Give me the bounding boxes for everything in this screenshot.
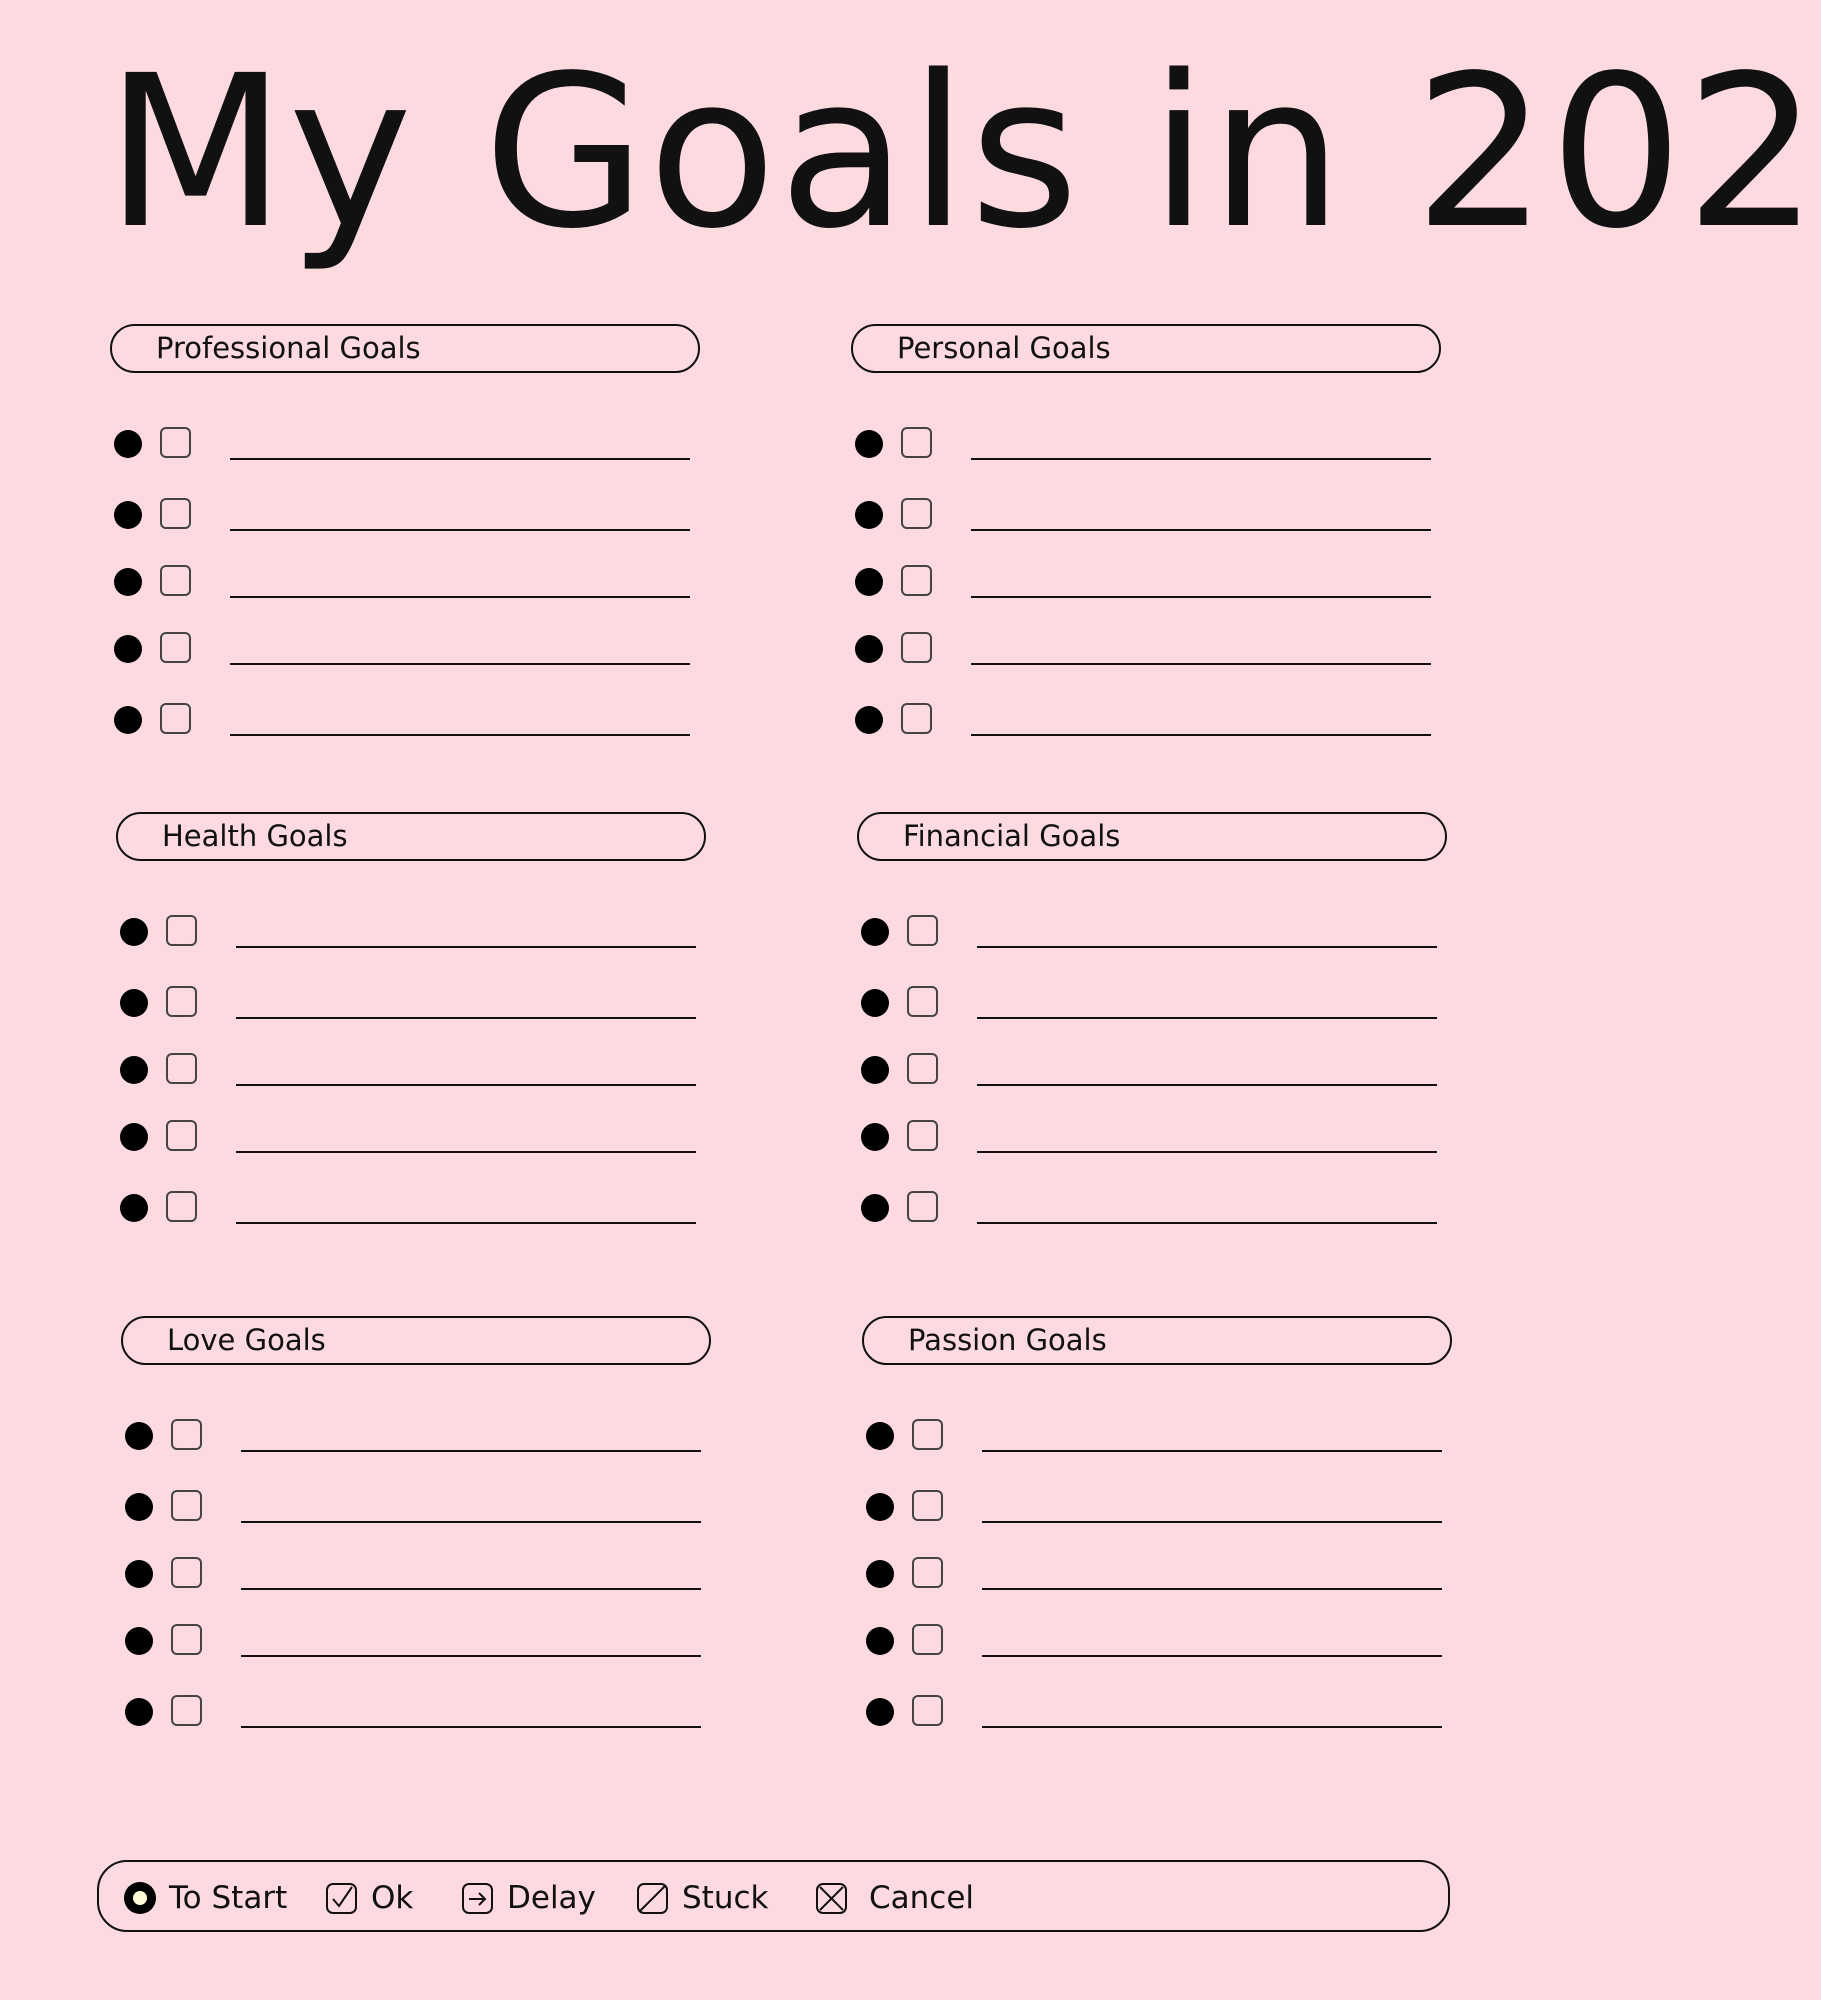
goal-row	[862, 1490, 1452, 1526]
goal-input-line[interactable]	[982, 1726, 1442, 1728]
financial-goals-section	[857, 812, 1447, 861]
goal-row	[121, 1490, 711, 1526]
bullet-icon	[866, 1698, 894, 1726]
goal-input-line[interactable]	[236, 1151, 696, 1153]
goal-input-line[interactable]	[977, 1222, 1437, 1224]
bullet-icon	[125, 1560, 153, 1588]
legend-stuck	[636, 1862, 768, 1934]
passion-goals-section	[862, 1316, 1452, 1365]
bullet-icon	[114, 635, 142, 663]
goal-input-line[interactable]	[977, 1084, 1437, 1086]
goal-input-line[interactable]	[236, 1222, 696, 1224]
love-goals-section	[121, 1316, 711, 1365]
legend-to-start-label: To Start	[169, 1880, 288, 1916]
goal-row	[851, 498, 1441, 534]
bullet-icon	[855, 430, 883, 458]
goal-input-line[interactable]	[982, 1588, 1442, 1590]
legend-to-start	[123, 1862, 287, 1934]
goal-input-line[interactable]	[971, 596, 1431, 598]
goal-checkbox[interactable]	[166, 1191, 197, 1222]
goal-checkbox[interactable]	[160, 498, 191, 529]
goal-checkbox[interactable]	[907, 986, 938, 1017]
bullet-icon	[866, 1627, 894, 1655]
goal-checkbox[interactable]	[901, 565, 932, 596]
goal-input-line[interactable]	[982, 1655, 1442, 1657]
bullet-icon	[125, 1627, 153, 1655]
bullet-icon	[120, 1056, 148, 1084]
goal-checkbox[interactable]	[171, 1557, 202, 1588]
status-legend	[97, 1860, 1450, 1932]
section-header-health: Health Goals	[116, 812, 706, 861]
bullet-icon	[120, 989, 148, 1017]
goal-input-line[interactable]	[236, 946, 696, 948]
goal-checkbox[interactable]	[166, 986, 197, 1017]
section-header-professional: Professional Goals	[110, 324, 700, 373]
bullet-icon	[866, 1560, 894, 1588]
section-header-love: Love Goals	[121, 1316, 711, 1365]
goal-input-line[interactable]	[230, 458, 690, 460]
goal-input-line[interactable]	[236, 1084, 696, 1086]
goal-input-line[interactable]	[971, 529, 1431, 531]
goal-input-line[interactable]	[977, 1017, 1437, 1019]
goal-input-line[interactable]	[241, 1655, 701, 1657]
goal-input-line[interactable]	[971, 458, 1431, 460]
legend-cancel-label: Cancel	[869, 1880, 975, 1916]
goal-checkbox[interactable]	[160, 427, 191, 458]
bullet-icon	[125, 1698, 153, 1726]
goal-row	[857, 1053, 1447, 1089]
goal-checkbox[interactable]	[901, 632, 932, 663]
goal-checkbox[interactable]	[166, 915, 197, 946]
goal-checkbox[interactable]	[171, 1419, 202, 1450]
goal-row	[110, 498, 700, 534]
bullet-icon	[114, 501, 142, 529]
goal-input-line[interactable]	[977, 946, 1437, 948]
goal-checkbox[interactable]	[912, 1624, 943, 1655]
goal-input-line[interactable]	[241, 1450, 701, 1452]
goal-row	[116, 1191, 706, 1227]
bullet-icon	[120, 1194, 148, 1222]
bullet-icon	[866, 1493, 894, 1521]
health-goals-section	[116, 812, 706, 861]
section-header-passion: Passion Goals	[862, 1316, 1452, 1365]
goal-row	[851, 427, 1441, 463]
goal-row	[110, 703, 700, 739]
goal-row	[851, 565, 1441, 601]
bullet-icon	[125, 1493, 153, 1521]
legend-stuck-label: Stuck	[682, 1880, 769, 1916]
goal-row	[862, 1557, 1452, 1593]
goal-row	[862, 1624, 1452, 1660]
goal-checkbox[interactable]	[160, 565, 191, 596]
goal-input-line[interactable]	[241, 1521, 701, 1523]
goal-checkbox[interactable]	[901, 427, 932, 458]
section-header-financial: Financial Goals	[857, 812, 1447, 861]
goal-input-line[interactable]	[982, 1521, 1442, 1523]
goal-checkbox[interactable]	[912, 1695, 943, 1726]
goal-checkbox[interactable]	[907, 915, 938, 946]
goal-input-line[interactable]	[241, 1726, 701, 1728]
bullet-icon	[861, 989, 889, 1017]
legend-delay-label: Delay	[507, 1880, 596, 1916]
bullet-icon	[855, 568, 883, 596]
goal-input-line[interactable]	[971, 663, 1431, 665]
bullet-icon	[861, 918, 889, 946]
goal-row	[857, 1120, 1447, 1156]
goal-checkbox[interactable]	[160, 703, 191, 734]
goal-row	[851, 632, 1441, 668]
goal-input-line[interactable]	[230, 734, 690, 736]
goal-checkbox[interactable]	[166, 1053, 197, 1084]
legend-delay	[461, 1862, 596, 1934]
goal-checkbox[interactable]	[166, 1120, 197, 1151]
page-title: My Goals in 202	[105, 30, 1821, 275]
goal-checkbox[interactable]	[907, 1191, 938, 1222]
bullet-icon	[861, 1123, 889, 1151]
goal-input-line[interactable]	[971, 734, 1431, 736]
goal-input-line[interactable]	[230, 529, 690, 531]
bullet-icon	[114, 430, 142, 458]
goal-checkbox[interactable]	[901, 703, 932, 734]
goal-row	[121, 1624, 711, 1660]
goal-input-line[interactable]	[241, 1588, 701, 1590]
goal-checkbox[interactable]	[912, 1490, 943, 1521]
goal-row	[110, 632, 700, 668]
goal-row	[116, 986, 706, 1022]
goal-checkbox[interactable]	[901, 498, 932, 529]
checkmark-box-icon	[325, 1881, 359, 1915]
goal-row	[121, 1695, 711, 1731]
goal-row	[116, 1120, 706, 1156]
bullet-icon	[114, 568, 142, 596]
goal-checkbox[interactable]	[912, 1419, 943, 1450]
legend-ok-label: Ok	[371, 1880, 414, 1916]
goal-row	[857, 915, 1447, 951]
to-start-icon	[123, 1881, 157, 1915]
bullet-icon	[855, 501, 883, 529]
arrow-box-icon	[461, 1881, 495, 1915]
bullet-icon	[114, 706, 142, 734]
goal-row	[857, 986, 1447, 1022]
bullet-icon	[861, 1194, 889, 1222]
goal-checkbox[interactable]	[171, 1490, 202, 1521]
bullet-icon	[855, 635, 883, 663]
goal-row	[110, 427, 700, 463]
goal-input-line[interactable]	[230, 663, 690, 665]
bullet-icon	[866, 1422, 894, 1450]
goal-row	[121, 1419, 711, 1455]
goal-row	[116, 1053, 706, 1089]
bullet-icon	[861, 1056, 889, 1084]
goal-checkbox[interactable]	[907, 1053, 938, 1084]
goal-row	[110, 565, 700, 601]
goal-checkbox[interactable]	[171, 1695, 202, 1726]
goal-checkbox[interactable]	[912, 1557, 943, 1588]
x-box-icon	[815, 1881, 849, 1915]
goal-row	[121, 1557, 711, 1593]
goal-row	[862, 1695, 1452, 1731]
bullet-icon	[120, 918, 148, 946]
section-header-personal: Personal Goals	[851, 324, 1441, 373]
legend-cancel	[815, 1862, 974, 1934]
goal-row	[851, 703, 1441, 739]
goal-checkbox[interactable]	[907, 1120, 938, 1151]
personal-goals-section	[851, 324, 1441, 373]
bullet-icon	[120, 1123, 148, 1151]
goal-checkbox[interactable]	[171, 1624, 202, 1655]
professional-goals-section	[110, 324, 700, 373]
goal-checkbox[interactable]	[160, 632, 191, 663]
slash-box-icon	[636, 1881, 670, 1915]
goal-input-line[interactable]	[230, 596, 690, 598]
goal-row	[862, 1419, 1452, 1455]
goal-input-line[interactable]	[982, 1450, 1442, 1452]
legend-ok	[325, 1862, 413, 1934]
goal-row	[116, 915, 706, 951]
goal-input-line[interactable]	[977, 1151, 1437, 1153]
bullet-icon	[855, 706, 883, 734]
bullet-icon	[125, 1422, 153, 1450]
goal-row	[857, 1191, 1447, 1227]
goal-input-line[interactable]	[236, 1017, 696, 1019]
